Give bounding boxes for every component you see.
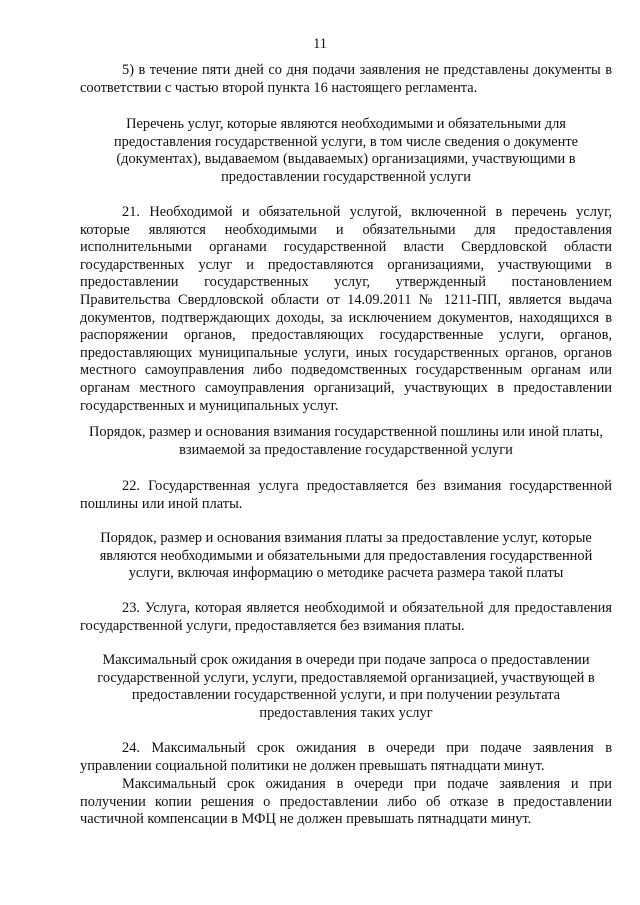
paragraph-24: 24. Максимальный срок ожидания в очереди при подаче заявления в управлении социальной политики не должен превышать пятнадцати минут.: [80, 740, 612, 774]
item-5-paragraph: 5) в течение пяти дней со дня подачи заявления не представлены документы в соответствии с частью второй пункта 16 настоящего регламента.: [80, 62, 612, 96]
paragraph-22: 22. Государственная услуга предоставляется без взимания государственной пошлины или иной платы.: [80, 478, 612, 512]
page-number: 11: [313, 36, 327, 52]
section-heading-required-services: Перечень услуг, которые являются необходимыми и обязательными для предоставления государственной услуги, в том числе сведения о документе (документах), выдаваемом (выдаваемых) организациями, участвующими в предоставлении государственной услуги: [113, 116, 579, 185]
paragraph-23: 23. Услуга, которая является необходимой и обязательной для предоставления государственной услуги, предоставляется без взимания платы.: [80, 600, 612, 634]
section-heading-fee-for-services: Порядок, размер и основания взимания платы за предоставление услуг, которые являются необходимыми и обязательными для предоставления государственной услуги, включая информацию о методике расчета размера такой платы: [99, 530, 593, 582]
section-heading-state-fee: Порядок, размер и основания взимания государственной пошлины или иной платы, взимаемой за предоставление государственной услуги: [89, 424, 603, 458]
paragraph-21: 21. Необходимой и обязательной услугой, включенной в перечень услуг, которые являются необходимыми и обязательными для предоставления исполнительными органами государственной власти Свердловской области государственных услуг и предоставляются организациями, участвующими в предоставлении государственных услуг, утвержденный постановлением Правительства Свердловской области от 14.09.2011 № 1211-ПП, является выдача документов, подтверждающих доходы, за исключением документов, находящихся в распоряжении органов, предоставляющих государственные услуги, органов, предоставляющих муниципальные услуги, иных государственных органов, органов местного самоуправления либо подведомственных государственным органам или органам местного самоуправления организаций, участвующих в предоставлении государственных и муниципальных услуг.: [80, 204, 612, 414]
section-heading-queue-time: Максимальный срок ожидания в очереди при подаче запроса о предоставлении государственной услуги, услуги, предоставляемой организацией, участвующей в предоставлении государственной услуги, и при получении результата предоставления таких услуг: [97, 652, 595, 721]
paragraph-24-continued: Максимальный срок ожидания в очереди при подаче заявления и при получении копии решения о предоставлении либо об отказе в предоставлении частичной компенсации в МФЦ не должен превышать пятнадцати минут.: [80, 776, 612, 828]
